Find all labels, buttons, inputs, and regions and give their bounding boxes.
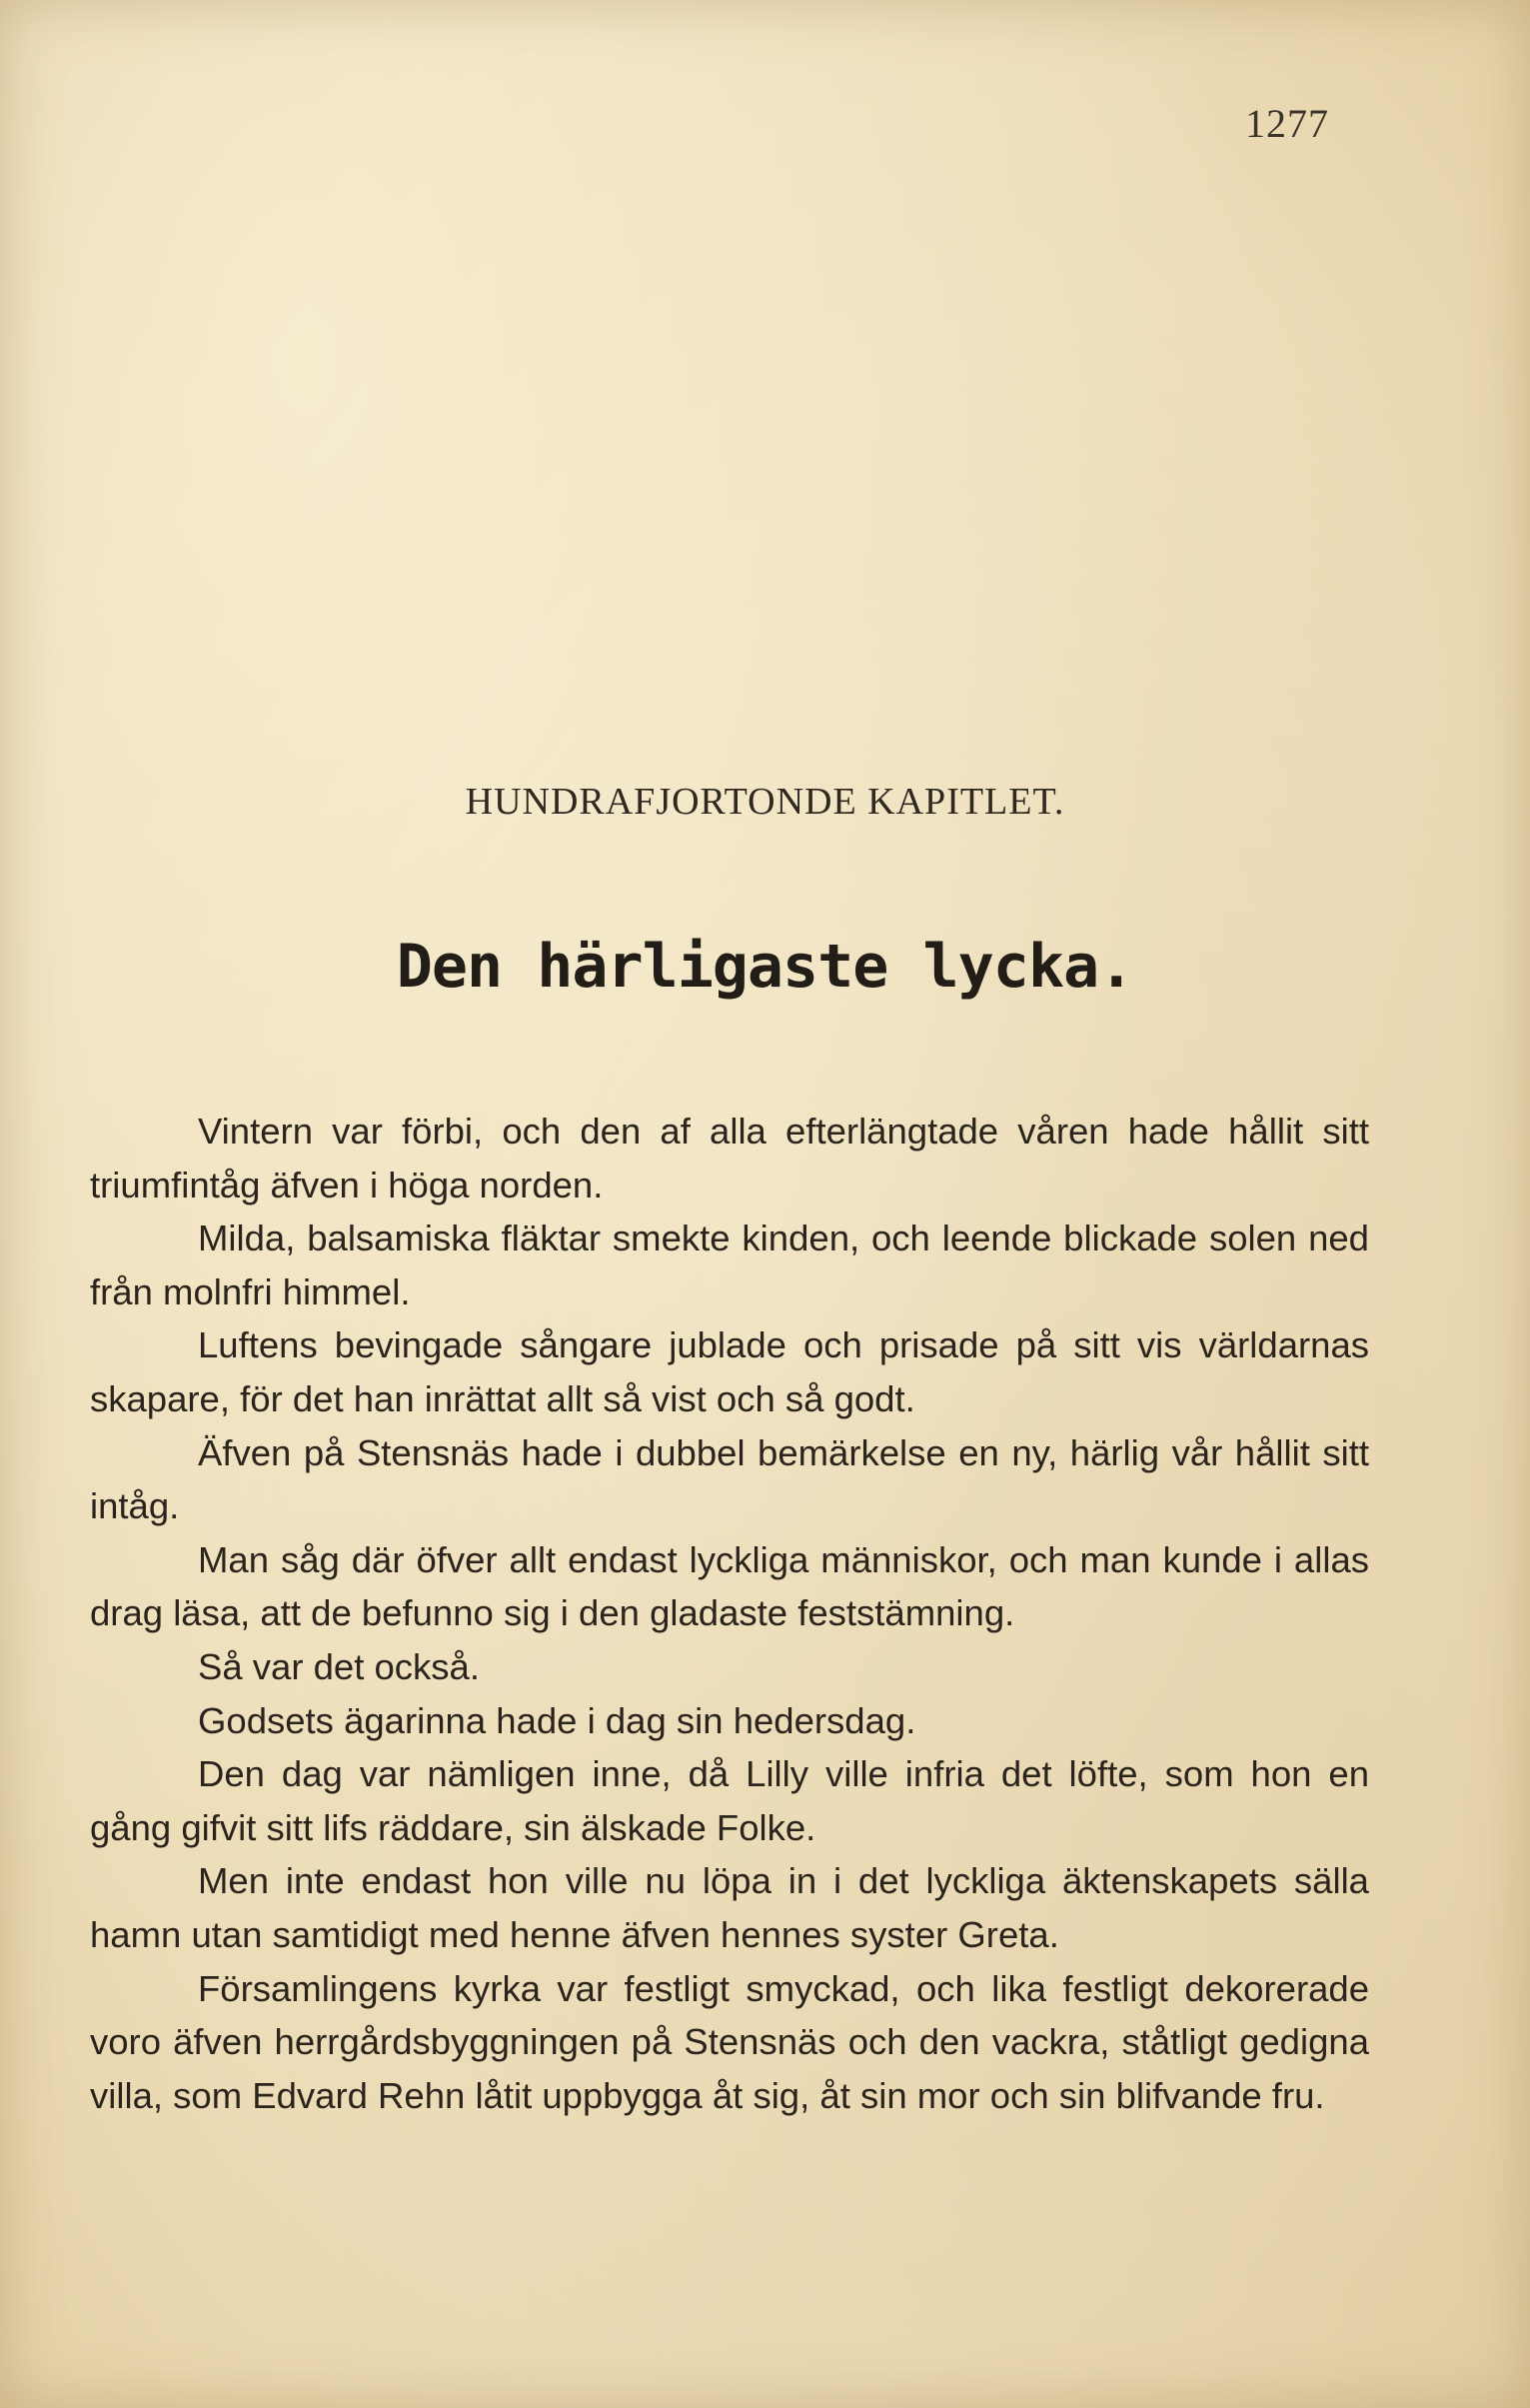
paragraph: Milda, balsamiska fläktar smekte kinden, och leende blickade solen ned från molnfri himmel.	[90, 1217, 1369, 1312]
chapter-title: Den härligaste lycka.	[396, 932, 1134, 1002]
paragraph: Äfven på Stensnäs hade i dubbel bemärkelse en ny, härlig vår hållit sitt intåg.	[90, 1431, 1369, 1527]
paragraph: Så var det också.	[198, 1645, 481, 1687]
paragraph: Man såg där öfver allt endast lyckliga människor, och man kunde i allas drag läsa, att de befunno sig i den gladaste feststämning.	[90, 1538, 1369, 1634]
chapter-heading: HUNDRAFJORTONDE KAPITLET.	[465, 781, 1065, 823]
page-number: 1277	[1245, 101, 1329, 146]
body-text	[90, 1105, 1369, 2122]
paragraph: Vintern var förbi, och den af alla efterlängtade våren hade hållit sitt triumfintåg äfven i höga norden.	[90, 1111, 1369, 1205]
paragraph: Godsets ägarinna hade i dag sin hedersdag.	[198, 1699, 916, 1741]
paragraph: Församlingens kyrka var festligt smyckad, och lika festligt dekorerade voro äfven herrgårdsbyggningen på Stensnäs och den vackra, ståtligt gedigna villa, som Edvard Rehn låtit uppbygga åt sig, åt sin mor och sin blifvande fru.	[90, 1967, 1369, 2116]
paragraph: Den dag var nämligen inne, då Lilly ville infria det löfte, som hon en gång gifvit sitt lifs räddare, sin älskade Folke.	[90, 1753, 1369, 1848]
paragraph: Men inte endast hon ville nu löpa in i det lyckliga äktenskapets sälla hamn utan samtidigt med henne äfven hennes syster Greta.	[90, 1860, 1369, 1955]
paragraph: Luftens bevingade sångare jublade och prisade på sitt vis världarnas skapare, för det han inrättat allt så vist och så godt.	[90, 1324, 1369, 1419]
